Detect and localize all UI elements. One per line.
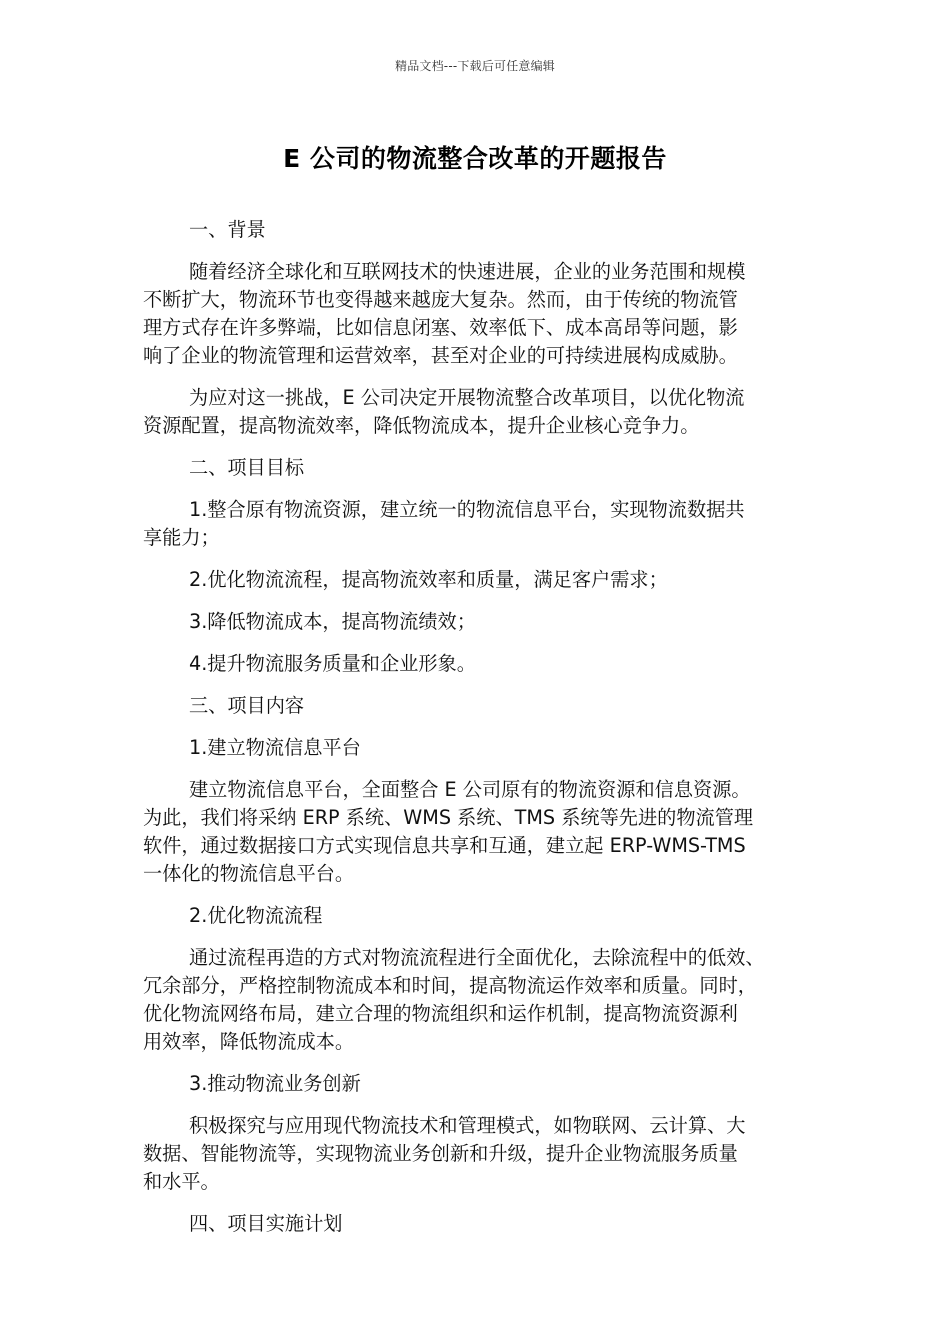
- header-note: 精品文档---下载后可任意编辑: [395, 59, 555, 73]
- paragraph-innovation: 积极探究与应用现代物流技术和管理模式，如物联网、云计算、大 数据、智能物流等，实现物流业务创新和升级，提升企业物流服务质量 和水平。: [143, 1114, 746, 1193]
- paragraph-info-platform: 建立物流信息平台，全面整合 E 公司原有的物流资源和信息资源。 为此，我们将采纳 ERP 系统、WMS 系统、TMS 系统等先进的物流管理 软件，通过数据接口方式实现信息共享和互通，建立起 ERP-WMS-TMS 一体化的物流信息平台。: [143, 778, 754, 885]
- paragraph-background-2: 为应对这一挑战，E 公司决定开展物流整合改革项目，以优化物流 资源配置，提高物流效率，降低物流成本，提升企业核心竞争力。: [143, 386, 745, 437]
- goal-item-4: 4.提升物流服务质量和企业形象。: [189, 652, 476, 675]
- section-heading-content: 三、项目内容: [189, 694, 305, 717]
- document-body: [143, 216, 803, 1252]
- section-heading-plan: 四、项目实施计划: [189, 1212, 343, 1235]
- goal-item-2: 2.优化物流流程，提高物流效率和质量，满足客户需求；: [189, 568, 668, 591]
- subheading-innovation: 3.推动物流业务创新: [189, 1072, 361, 1095]
- section-heading-goals: 二、项目目标: [189, 456, 305, 479]
- goal-item-3: 3.降低物流成本，提高物流绩效；: [189, 610, 476, 633]
- section-heading-background: 一、背景: [189, 218, 266, 241]
- paragraph-background-1: 随着经济全球化和互联网技术的快速进展，企业的业务范围和规模 不断扩大，物流环节也变得越来越庞大复杂。然而，由于传统的物流管 理方式存在许多弊端，比如信息闭塞、效率低下、成本高昂等问题，影 响了企业的物流管理和运营效率，甚至对企业的可持续进展构成威胁。: [143, 260, 746, 367]
- paragraph-optimize-process: 通过流程再造的方式对物流流程进行全面优化，去除流程中的低效、 冗余部分，严格控制物流成本和时间，提高物流运作效率和质量。同时， 优化物流网络布局，建立合理的物流组织和运作机制，提高物流资源利 用效率，降低物流成本。: [143, 946, 765, 1053]
- document-title: E 公司的物流整合改革的开题报告: [283, 144, 667, 173]
- subheading-optimize-process: 2.优化物流流程: [189, 904, 323, 927]
- subheading-info-platform: 1.建立物流信息平台: [189, 736, 361, 759]
- goal-item-1: 1.整合原有物流资源，建立统一的物流信息平台，实现物流数据共 享能力；: [143, 498, 745, 549]
